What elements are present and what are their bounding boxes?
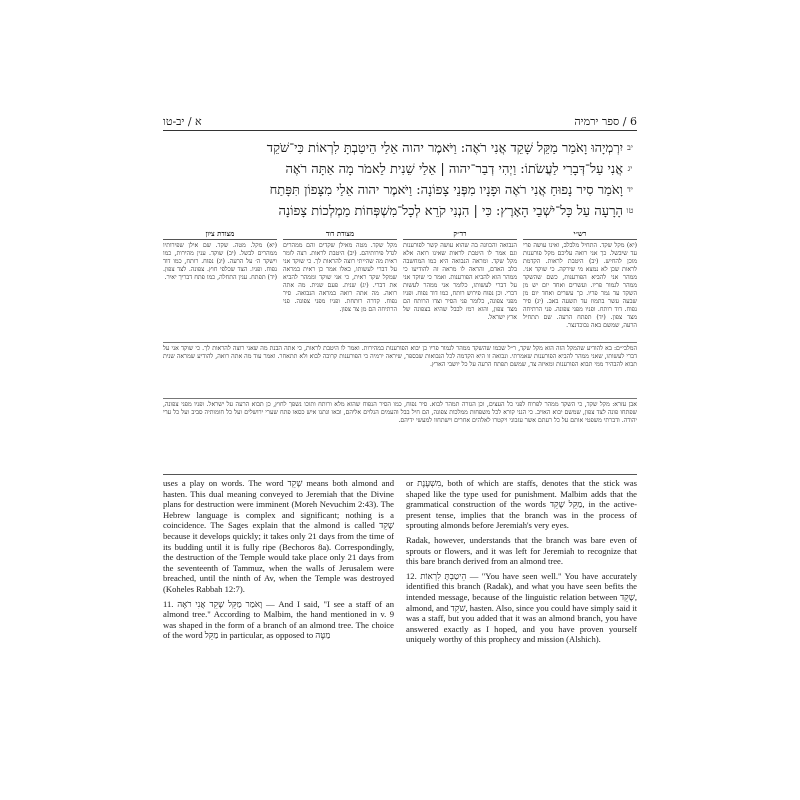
english-paragraph: Radak, however, understands that the branch was bare even of sprouts or flowers, and it was left for Jeremiah to recognize that this bare branch derived from an almond tree.	[406, 534, 637, 567]
english-paragraph: 12. הֵיטַבְתָּ לִרְאוֹת — "You have seen well." You have accurately identified this branch (Radak), and what you have seen befits the intended message, because of the linguistic relation between שָׁקֵד, almond, and שֹׁקֵד, hasten. Also, since you could have simply said it was a staff, but you added that it was an almond branch, you have answered exactly as I hoped, and you have proven yourself uniquely worthy of this prophecy and mission (Alshich).	[406, 570, 637, 645]
page-number-book-title: 6 / ספר ירמיה	[574, 115, 637, 128]
commentary-title: מצודת ציון	[163, 230, 277, 240]
verse-line	[163, 137, 637, 158]
verse-text: וָאֹמַר סִיר נָפוּחַ אֲנִי רֹאֶה וּפָנָיו מִפְּנֵי צָפוֹנָה: וַיֹּאמֶר יהוה אֵלַי מִצָּפוֹן תִּפָּתַח	[269, 182, 623, 198]
commentary-title: רד״ק	[403, 230, 517, 240]
verse-line	[163, 158, 637, 179]
english-paragraph: or מִשְׁעֶנֶת, both of which are staffs, denotes that the stick was shaped like the type used for punishment. Malbim adds that the grammatical construction of the words מַקֵּל שָׁקֵד, in the active-present tense, implies that the branch was in the process of sprouting almonds before Jeremiah's very eyes.	[406, 478, 638, 531]
verse-number: יד	[627, 185, 633, 194]
commentary-column	[403, 230, 517, 340]
verse-line	[163, 179, 637, 200]
verse-line	[163, 200, 637, 221]
commentary-columns	[163, 230, 637, 340]
wide-commentary-block: אבן עזרא: מקל שקד, כי השקד ממהר לפרוח לפני כל העצים, וכן הגזרה תמהר לבוא. סיר נפוח, כמו הסיר הנפוח שהוא מלא ורותח ותוכו נשפך לחוץ, כן תבוא הרעה על ישראל. ופניו מפני צפונה, שפתחו פונה לצד צפון, שמשם יבוא האויב. כי הנני קורא לכל משפחות ממלכות צפונה, הם חיל בבל והעמים הנלוים אליהם, ובאו ונתנו איש כסאו פתח שערי ירושלים ועל כל חומותיה סביב ועל כל ערי יהודה. ודברתי משפטי אותם על כל רעתם אשר עזבוני ויקטרו לאלהים אחרים וישתחוו למעשי ידיהם.	[163, 398, 637, 472]
english-paragraph: uses a play on words. The word שָׁקֵד means both almond and hasten. This dual meaning conveyed to Jeremiah that the Divine plans for destruction were imminent (Moreh Nevuchim 2:43). The Hebrew language is complex and significant; nothing is a coincidence. The Sages explain that the almond is called שָׁקֵד because it develops quickly; it takes only 21 days from the time of its budding until it is fully ripe (Bechoros 8a). Correspondingly, the destruction of the Temple would take place only 21 days from the seventeenth of Tammuz, when the walls of Jerusalem were breached, until the ninth of Av, when the Temple was destroyed (Koheles Rabbah 12:7).	[163, 478, 394, 594]
verse-number: טו	[626, 206, 634, 215]
commentary-text: (יא) מקל שקד. התחיל מלבלב, ואינו עושה פרי עד שיבשל. כך אני רואה עליכם מקל פורענות מוכן להחיש. (יב) היטבת לראות. הקדמת לראות שכן לא נמצא מי שירקה. כי שוקד אני. ממהר אני להביא הפורענות, כשם שהשקד ממהר לגמור פריו. ועשרים ואחד יום יש מן השקד עד גמר פריו. כך עשרים ואחד יום מן שבעה עשר בתמוז עד תשעה באב. (יג) סיר נפוח. דוד רותח. ופניו מפני צפונה. פני הרתיחה מצד צפון. (יד) תפתח הרעה. שם תתחיל הרעה, שמשם באה נבוכדנצר.	[523, 242, 637, 329]
running-header	[163, 115, 637, 131]
english-notes	[163, 478, 638, 645]
commentary-column	[523, 230, 637, 340]
wide-commentary-block: המלבי״ם: בא להודיע שהמקל הזה הוא מקל שקד, ר״ל שכמו שהשקד ממהר לגמור פריו כן יבוא הפורענות במהירות. ואמר לו היטבת לראות, כי אתה הבנת מה שאני רוצה להראות לך. כי שוקד אני על דברי לעשותו, שאני ממהר להביא הפורענות שאמרתי. ונבואה זו היא הקדמה לכל הנבואות שבספר, שיראה ירמיה כי הפורענות קרובה לבוא ולא תתאחר. ואמר עוד מה אתה רואה, להודיע שמראה שנית תבוא להבהיר ממי תבוא הפורענות ומאיזה צד, שמשם תפתח הרעה על כל יושבי הארץ.	[163, 342, 637, 396]
verse-text: אֲנִי עַל־דְּבָרִי לַעֲשֹׂתוֹ: וַיְהִי דְבַר־יהוה | אֵלַי שֵׁנִית לֵאמֹר מָה אַתָּה רֹאֶה	[285, 161, 623, 177]
commentary-column	[163, 230, 277, 340]
verse-number: יג	[627, 164, 633, 173]
commentary-text: הנבואה והכוונה בה שהוא עושה קשר לפורענות וגם אמר לו היטבת לראות שאינו רואה אלא מקל שקד. ומראה הנבואה היא כמו המחשבה בלב האדם, והראה לו מראה זה להודיעו כי ממהר הוא להביא הפורענות. ואמר כי שוקד אני על דברי לעשותו, כלומר אני ממהר לעשות דברי. וכן נפוח פירוש רותח, כמו דוד נפוח. ופניו מפני צפונה, כלומר פני הסיר וצדו הרותח הם מצד צפון, והוא רמז לבבל שהיא בצפונה של ארץ ישראל.	[403, 242, 517, 321]
english-column-right	[406, 478, 638, 645]
english-column-left	[163, 478, 395, 641]
commentary-text: (יא) מקל. מטה. שקד. שם אילן שפירותיו ממהרים לבשל. (יב) שוקד. ענין מהירות, כמו וישקד ה׳ על הרעה. (יג) נפוח. רותח, כמו דוד נפוח. ופניו. הצד שכלפי חוץ. צפונה. לצד צפון. (יד) תפתח. ענין התחלה, כמו פתח דבריך יאיר.	[163, 242, 277, 281]
chapter-verse-reference: א / יב-טו	[163, 115, 202, 128]
commentary-title: מצודת דוד	[283, 230, 397, 240]
section-divider	[163, 474, 637, 475]
english-paragraph: 11. וָאֹמַר מַקֵּל שָׁקֵד אֲנִי רֹאֶה — And I said, "I see a staff of an almond tree." According to Malbim, the hand mentioned in v. 9 was shaped in the form of a branch of an almond tree. The choice of the word מַקֵּל in particular, as opposed to מַטֶּה	[163, 598, 395, 641]
commentary-column	[283, 230, 397, 340]
verse-number: יב	[627, 143, 633, 152]
commentary-text: מקל שקד. מטה מאילן שקדים והם ממהרים לגדל פירותיהם. (יב) היטבת לראות. רצה לומר ראית מה שהייתי רוצה להראות לך. כי שוקד אני על דברי לעשותו, כאלו אמר כן ראית במראה שמקל שקד ראית, כי אני שוקד וממהר להביא את דברי. (יג) שנית. פעם שנית. מה אתה רואה. מה אתה רואה במראה הנבואה. סיר נפוח. קדרה רותחת. ופניו מפני צפונה. פני הרתיחה הם מן צד צפון.	[283, 242, 397, 313]
commentary-title: רש״י	[523, 230, 637, 240]
scripture-verses	[163, 137, 637, 225]
verse-text: יִרְמְיָהוּ וָאֹמַר מַקֵּל שָׁקֵד אֲנִי רֹאֶה: וַיֹּאמֶר יהוה אֵלַי הֵיטַבְתָּ לִרְאוֹת כִּי־שֹׁקֵד	[266, 140, 623, 156]
verse-text: הָרָעָה עַל כָּל־יֹשְׁבֵי הָאָרֶץ: כִּי | הִנְנִי קֹרֵא לְכָל־מִשְׁפְּחוֹת מַמְלְכוֹת צָפוֹנָה	[278, 203, 623, 219]
